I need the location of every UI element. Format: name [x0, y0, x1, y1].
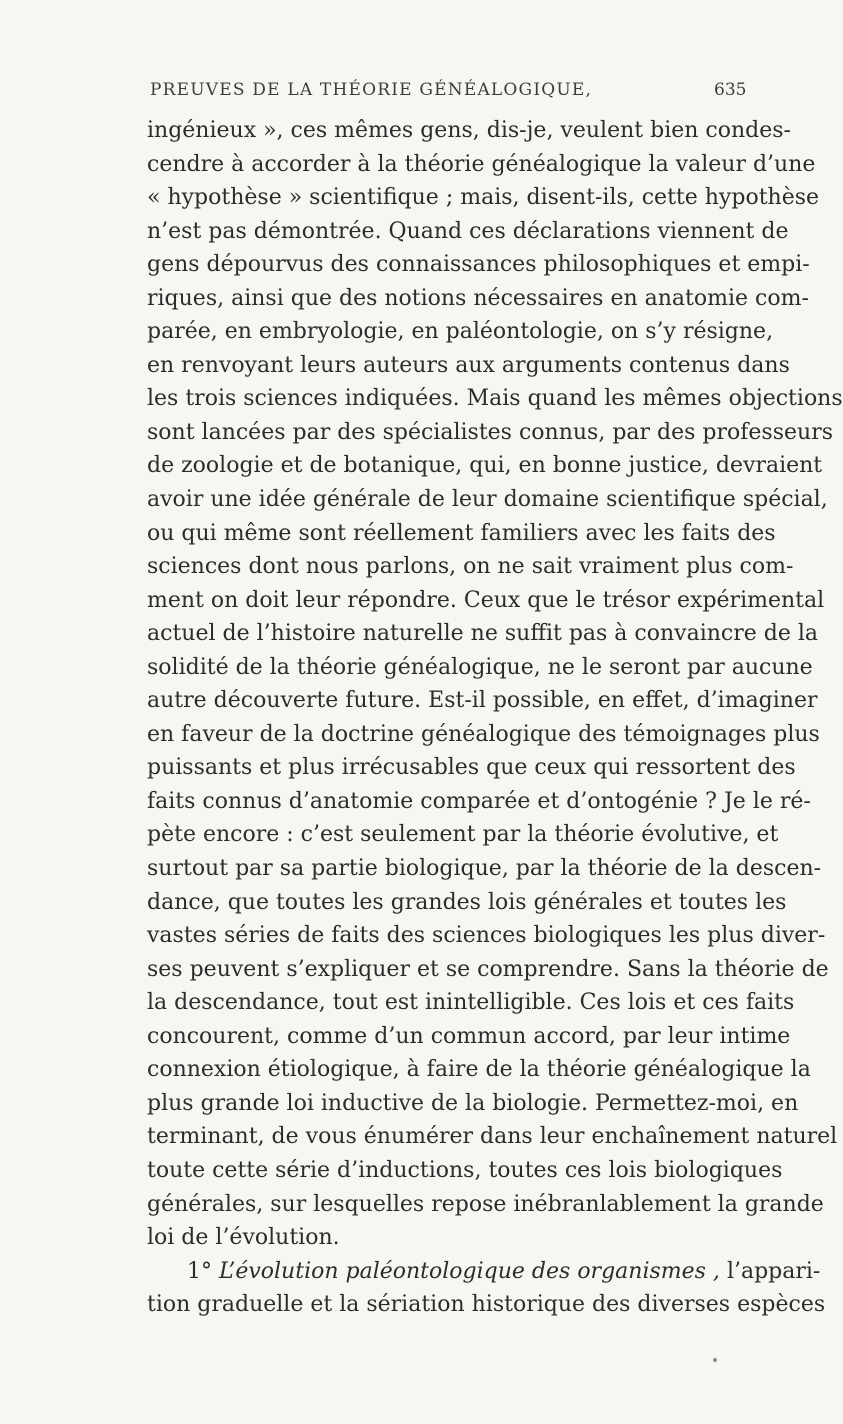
text-line: en renvoyant leurs auteurs aux arguments contenus dans — [147, 352, 790, 378]
text-line: riques, ainsi que des notions nécessaires en anatomie com- — [147, 285, 809, 311]
text-line: la descendance, tout est inintelligible. Ces lois et ces faits — [147, 990, 795, 1016]
text-line: plus grande loi inductive de la biologie. Permettez-moi, en — [147, 1090, 799, 1116]
text-line: connexion étiologique, à faire de la théorie généalogique la — [147, 1057, 811, 1083]
text-line: de zoologie et de botanique, qui, en bonne justice, devraient — [147, 453, 823, 479]
text-line: solidité de la théorie généalogique, ne le seront par aucune — [147, 654, 813, 680]
text-line: ses peuvent s’expliquer et se comprendre. Sans la théorie de — [147, 956, 829, 982]
item-number: 1° — [187, 1258, 212, 1284]
text-line: autre découverte future. Est-il possible, en effet, d’imaginer — [147, 688, 818, 714]
text-line: cendre à accorder à la théorie généalogique la valeur d’une — [147, 151, 816, 177]
numbered-item-second-line: tion graduelle et la sériation historique des diverses espèces — [147, 1292, 826, 1318]
printer-mark — [713, 1358, 717, 1362]
text-line: parée, en embryologie, en paléontologie, on s’y résigne, — [147, 319, 774, 345]
text-line: actuel de l’histoire naturelle ne suffit pas à convaincre de la — [147, 621, 818, 647]
text-line: sont lancées par des spécialistes connus, par des professeurs — [147, 419, 833, 445]
text-line: n’est pas démontrée. Quand ces déclarations viennent de — [147, 218, 789, 244]
text-line: ou qui même sont réellement familiers avec les faits des — [147, 520, 776, 546]
body-text — [147, 114, 843, 1322]
item-italic-title: L’évolution paléontologique des organismes , — [219, 1258, 720, 1284]
text-line: gens dépourvus des connaissances philosophiques et empi- — [147, 252, 810, 278]
text-line: pète encore : c’est seulement par la théorie évolutive, et — [147, 822, 779, 848]
text-line: loi de l’évolution. — [147, 1225, 340, 1251]
text-line: ingénieux », ces mêmes gens, dis-je, veulent bien condes- — [147, 118, 791, 143]
text-line: puissants et plus irrécusables que ceux qui ressortent des — [147, 755, 796, 781]
item-text: l’appari- — [726, 1258, 821, 1284]
text-line: « hypothèse » scientifique ; mais, disent-ils, cette hypothèse — [147, 185, 820, 211]
text-line: terminant, de vous énumérer dans leur enchaînement naturel — [147, 1124, 838, 1150]
text-line: les trois sciences indiquées. Mais quand les mêmes objections — [147, 386, 843, 412]
text-line: générales, sur lesquelles repose inébranlablement la grande — [147, 1191, 824, 1217]
text-line: toute cette série d’inductions, toutes ces lois biologiques — [147, 1157, 783, 1183]
text-line: concourent, comme d’un commun accord, par leur intime — [147, 1023, 791, 1049]
running-head: PREUVES DE LA THÉORIE GÉNÉALOGIQUE, — [150, 80, 593, 100]
text-line: faits connus d’anatomie comparée et d’ontogénie ? Je le ré- — [147, 788, 811, 814]
text-line: vastes séries de faits des sciences biologiques les plus diver- — [147, 923, 826, 949]
text-line: sciences dont nous parlons, on ne sait vraiment plus com- — [147, 554, 794, 580]
text-line: dance, que toutes les grandes lois générales et toutes les — [147, 889, 787, 915]
numbered-item-first-line — [147, 1255, 821, 1289]
text-line: ment on doit leur répondre. Ceux que le trésor expérimental — [147, 587, 825, 613]
text-line: surtout par sa partie biologique, par la théorie de la descen- — [147, 856, 822, 882]
page-number: 635 — [714, 80, 747, 100]
text-line: avoir une idée générale de leur domaine scientifique spécial, — [147, 487, 828, 513]
text-line: en faveur de la doctrine généalogique des témoignages plus — [147, 721, 820, 747]
